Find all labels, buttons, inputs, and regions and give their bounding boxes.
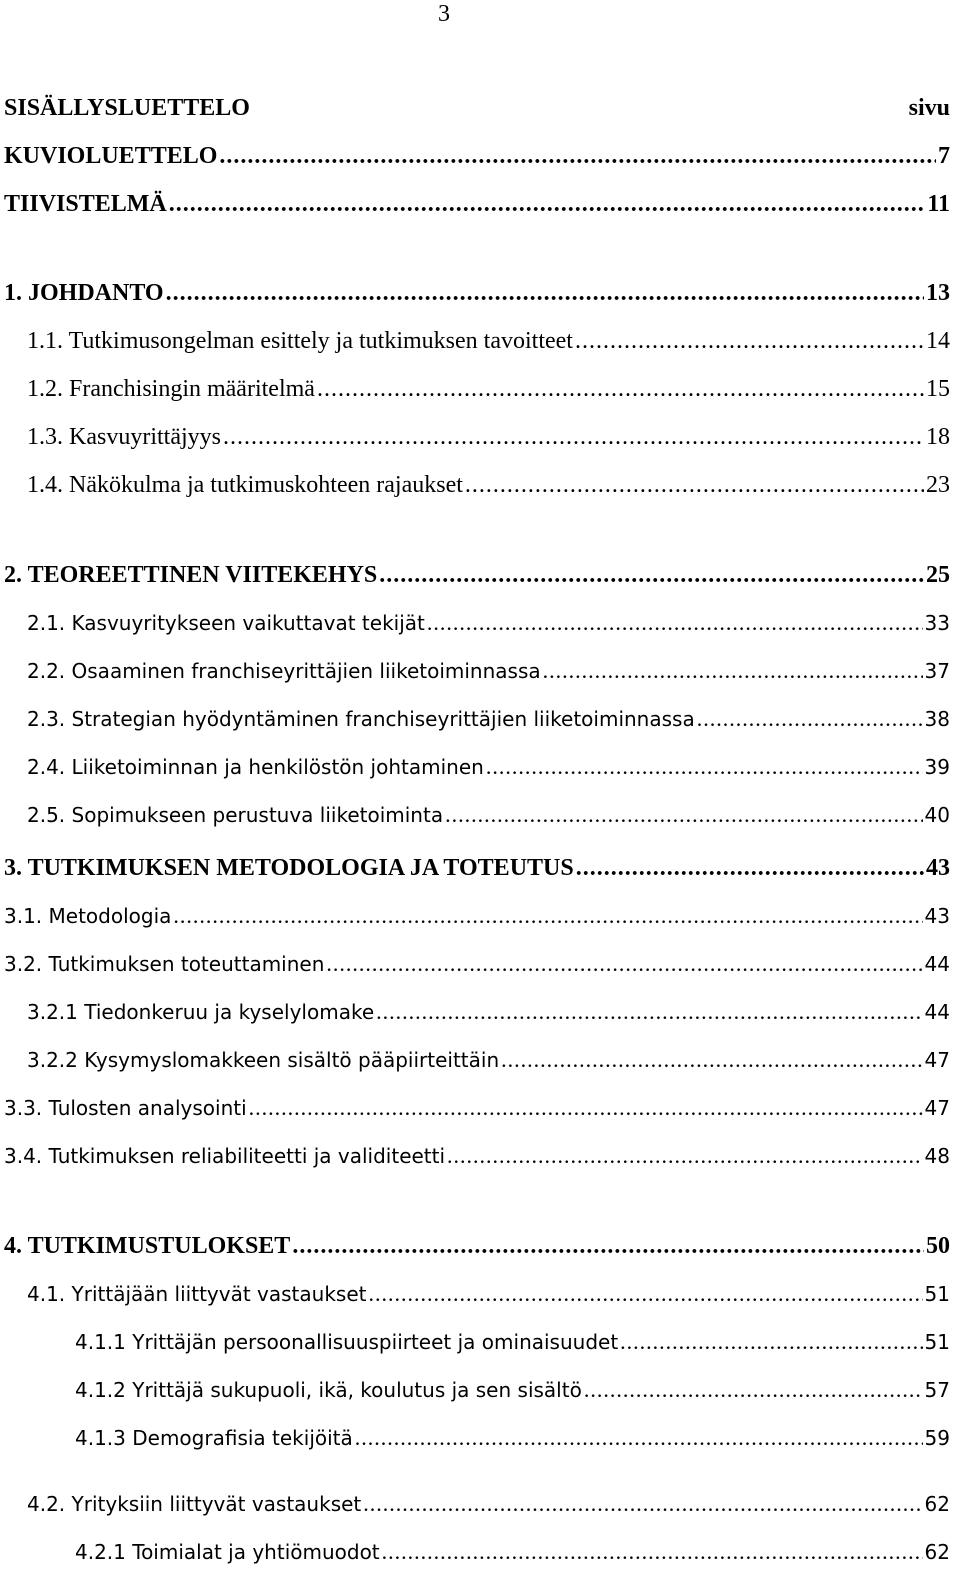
toc-leader-dots [382, 1534, 923, 1570]
toc-leader-dots [584, 1372, 923, 1408]
toc-entry-title: TIIVISTELMÄ [4, 191, 167, 217]
toc-entry-title: 1.3. Kasvuyrittäjyys [27, 424, 221, 450]
toc-entry-page: 50 [926, 1233, 950, 1259]
toc-entry[interactable] [27, 605, 950, 641]
toc-entry[interactable] [4, 275, 950, 311]
toc-entry-page: 33 [924, 611, 950, 635]
toc-entry[interactable] [27, 797, 950, 833]
toc-leader-dots [576, 850, 924, 886]
toc-entry-title: 1.1. Tutkimusongelman esittely ja tutkimuksen tavoitteet [27, 328, 573, 354]
toc-entry[interactable] [4, 946, 950, 982]
toc-entry-title: 1.2. Franchisingin määritelmä [27, 376, 315, 402]
toc-leader-dots [169, 186, 926, 222]
toc-leader-dots [465, 467, 924, 503]
toc-leader-dots [447, 1138, 923, 1174]
toc-entry-page: 43 [924, 904, 950, 928]
toc-entry[interactable] [27, 701, 950, 737]
toc-entry[interactable] [4, 898, 950, 934]
toc-entry-title: 4.1.1 Yrittäjän persoonallisuuspiirteet ja ominaisuudet [75, 1330, 619, 1354]
toc-entry-page: 48 [924, 1144, 950, 1168]
toc-entry[interactable] [27, 467, 950, 503]
toc-entry[interactable] [4, 1138, 950, 1174]
toc-entry-page: 40 [924, 803, 950, 827]
toc-entry[interactable] [27, 371, 950, 407]
toc-entry-page: 15 [926, 376, 950, 402]
toc-entry-page: 57 [924, 1378, 950, 1402]
toc-entry-title: 1.4. Näkökulma ja tutkimuskohteen rajaukset [27, 472, 463, 498]
toc-entry[interactable] [4, 186, 950, 222]
toc-entry-page: 37 [924, 659, 950, 683]
page-column-label: sivu [908, 95, 950, 121]
toc-leader-dots [620, 1324, 922, 1360]
toc-entry[interactable] [27, 1042, 950, 1078]
toc-entry-page: 14 [926, 328, 950, 354]
toc-entry[interactable] [4, 138, 950, 174]
toc-entry-page: 47 [924, 1096, 950, 1120]
toc-entry-page: 11 [927, 191, 950, 217]
toc-entry-page: 62 [924, 1492, 950, 1516]
toc-entry-title: 2.2. Osaaminen franchiseyrittäjien liiketoiminnassa [27, 659, 541, 683]
toc-entry-page: 39 [924, 755, 950, 779]
toc-entry[interactable] [27, 749, 950, 785]
toc-leader-dots [575, 323, 924, 359]
toc-entry-title: 3.3. Tulosten analysointi [4, 1096, 247, 1120]
toc-leader-dots [368, 1276, 922, 1312]
toc-entry[interactable] [27, 653, 950, 689]
toc-entry-page: 7 [938, 143, 950, 169]
toc-title: SISÄLLYSLUETTELO [4, 95, 250, 121]
toc-entry[interactable] [27, 419, 950, 455]
toc-entry-page: 38 [924, 707, 950, 731]
toc-leader-dots [376, 994, 922, 1030]
toc-entry-title: KUVIOLUETTELO [4, 143, 218, 169]
toc-leader-dots [697, 701, 923, 737]
toc-entry-title: 3. TUTKIMUKSEN METODOLOGIA JA TOTEUTUS [4, 855, 574, 881]
toc-entry[interactable] [4, 557, 950, 593]
toc-entry-page: 47 [924, 1048, 950, 1072]
toc-entry-page: 43 [926, 855, 950, 881]
toc-entry-title: 4.1.3 Demografisia tekijöitä [75, 1426, 353, 1450]
toc-leader-dots [219, 138, 936, 174]
toc-entry[interactable] [4, 1228, 950, 1264]
toc-entry-title: 3.4. Tutkimuksen reliabiliteetti ja validiteetti [4, 1144, 446, 1168]
toc-entry-page: 51 [924, 1282, 950, 1306]
toc-entry-title: 3.1. Metodologia [4, 904, 172, 928]
toc-entry-title: 3.2. Tutkimuksen toteuttaminen [4, 952, 325, 976]
toc-entry[interactable] [4, 850, 950, 886]
toc-entry[interactable] [75, 1534, 950, 1570]
toc-entry-title: 4.2. Yrityksiin liittyvät vastaukset [27, 1492, 362, 1516]
toc-leader-dots [223, 419, 924, 455]
toc-entry-title: 2. TEOREETTINEN VIITEKEHYS [4, 562, 378, 588]
toc-leader-dots [355, 1420, 923, 1456]
toc-entry-page: 59 [924, 1426, 950, 1450]
toc-leader-dots [379, 557, 924, 593]
toc-entry-title: 2.3. Strategian hyödyntäminen franchiseyrittäjien liiketoiminnassa [27, 707, 695, 731]
toc-entry-title: 4. TUTKIMUSTULOKSET [4, 1233, 291, 1259]
toc-entry[interactable] [75, 1324, 950, 1360]
toc-entry-page: 51 [924, 1330, 950, 1354]
toc-entry-title: 4.2.1 Toimialat ja yhtiömuodot [75, 1540, 380, 1564]
toc-entry-title: 2.4. Liiketoiminnan ja henkilöstön johtaminen [27, 755, 484, 779]
toc-entry[interactable] [27, 994, 950, 1030]
toc-leader-dots [543, 653, 923, 689]
toc-entry-title: 1. JOHDANTO [4, 280, 164, 306]
toc-leader-dots [445, 797, 922, 833]
toc-entry-page: 62 [924, 1540, 950, 1564]
toc-leader-dots [317, 371, 924, 407]
toc-leader-dots [363, 1486, 922, 1522]
toc-entry[interactable] [4, 1090, 950, 1126]
toc-entry-title: 3.2.2 Kysymyslomakkeen sisältö pääpiirteittäin [27, 1048, 500, 1072]
toc-entry[interactable] [27, 1486, 950, 1522]
page-number: 3 [438, 1, 450, 27]
toc-entry-page: 44 [924, 1000, 950, 1024]
toc-leader-dots [501, 1042, 922, 1078]
toc-leader-dots [427, 605, 923, 641]
toc-leader-dots [166, 275, 924, 311]
toc-entry-page: 18 [926, 424, 950, 450]
toc-entry-title: 3.2.1 Tiedonkeruu ja kyselylomake [27, 1000, 375, 1024]
toc-leader-dots [486, 749, 923, 785]
toc-entry-page: 44 [924, 952, 950, 976]
toc-entry-title: 2.5. Sopimukseen perustuva liiketoiminta [27, 803, 444, 827]
toc-leader-dots [249, 1090, 923, 1126]
toc-leader-dots [326, 946, 922, 982]
toc-entry-title: 4.1.2 Yrittäjä sukupuoli, ikä, koulutus ja sen sisältö [75, 1378, 582, 1402]
toc-entry[interactable] [27, 1276, 950, 1312]
toc-entry-title: 4.1. Yrittäjään liittyvät vastaukset [27, 1282, 367, 1306]
toc-entry-title: 2.1. Kasvuyritykseen vaikuttavat tekijät [27, 611, 425, 635]
toc-entry[interactable] [27, 323, 950, 359]
toc-entry[interactable] [75, 1420, 950, 1456]
toc-leader-dots [173, 898, 922, 934]
toc-entry[interactable] [75, 1372, 950, 1408]
toc-entry-page: 13 [926, 280, 950, 306]
toc-entry-page: 25 [926, 562, 950, 588]
toc-entry-page: 23 [926, 472, 950, 498]
toc-leader-dots [292, 1228, 924, 1264]
